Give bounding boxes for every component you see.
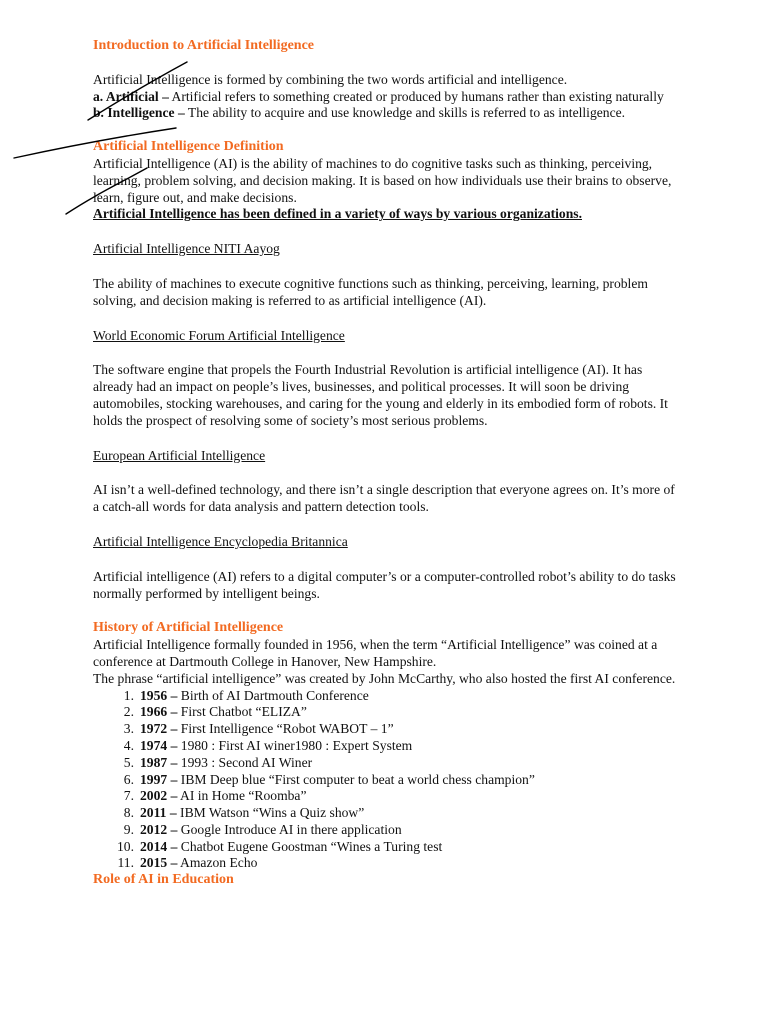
timeline-year: 2011 – (140, 805, 177, 821)
timeline-number: 6. (123, 771, 134, 787)
history-heading: History of Artificial Intelligence (93, 620, 284, 636)
timeline-item (123, 771, 683, 789)
timeline-number: 10. (117, 838, 134, 854)
timeline-text: First Chatbot “ELIZA” (177, 704, 307, 720)
timeline-item (123, 788, 683, 805)
intelligence-text: The ability to acquire and use knowledge and skills is referred to as intelligence. (184, 105, 626, 121)
definition-heading: Artificial Intelligence Definition (93, 139, 284, 155)
timeline-number: 7. (123, 788, 134, 804)
artificial-label: a. Artificial – (93, 88, 169, 104)
timeline-year: 1974 – (140, 737, 178, 753)
intro-artificial (93, 89, 683, 106)
wef-text: The software engine that propels the Fourth Industrial Revolution is artificial intelligence (AI). It has already had an impact on people’s lives, businesses, and political processes. It will soon be driving automobiles, stocking warehouses, and caring for the young and elderly in its embodied form of robots. It holds the prospect of resolving some of society’s most serious problems. (93, 362, 668, 428)
timeline-year: 1956 – (140, 687, 178, 703)
timeline-text: IBM Deep blue “First computer to beat a world chess champion” (177, 771, 535, 787)
timeline-item (123, 754, 683, 772)
britannica-text: Artificial intelligence (AI) refers to a digital computer’s or a computer-controlled robot’s ability to do tasks normally performed by intelligent beings. (93, 568, 676, 601)
niti-heading: Artificial Intelligence NITI Aayog (93, 241, 280, 257)
european-heading: European Artificial Intelligence (93, 447, 266, 463)
timeline-number: 1. (123, 687, 134, 703)
timeline-text: Birth of AI Dartmouth Conference (177, 687, 369, 703)
timeline-item (123, 721, 683, 738)
european-text: AI isn’t a well-defined technology, and there isn’t a single description that everyone agrees on. It’s more of a catch-all words for data analysis and pattern detection tools. (93, 482, 675, 515)
timeline-item (123, 687, 683, 705)
definition-text: Artificial Intelligence (AI) is the ability of machines to do cognitive tasks such as thinking, perceiving, learning, problem solving, and decision making. It is based on how individuals use their brains to observe, learn, figure out, and make decisions. (93, 155, 672, 205)
timeline-number: 5. (123, 754, 134, 770)
timeline-item (123, 805, 683, 822)
timeline-text: First Intelligence “Robot WABOT – 1” (177, 721, 394, 737)
timeline-item (123, 821, 683, 839)
timeline-year: 2014 – (140, 838, 178, 854)
timeline-number: 11. (117, 855, 134, 871)
timeline-number: 8. (123, 805, 134, 821)
timeline-year: 1966 – (140, 704, 178, 720)
intro-line: Artificial Intelligence is formed by combining the two words artificial and intelligence. (93, 71, 568, 87)
timeline-item (117, 855, 683, 872)
niti-text: The ability of machines to execute cognitive functions such as thinking, perceiving, learning, problem solving, and decision making is referred to as artificial intelligence (AI). (93, 275, 648, 308)
timeline-year: 2002 – (140, 788, 178, 804)
timeline-item (117, 838, 683, 856)
timeline-year: 2015 – (140, 855, 178, 871)
timeline-text: 1980 : First AI winer1980 : Expert System (177, 737, 413, 753)
timeline-text: IBM Watson “Wins a Quiz show” (176, 805, 365, 821)
timeline-text: Chatbot Eugene Goostman “Wines a Turing test (177, 838, 443, 854)
timeline-text: 1993 : Second AI Winer (177, 754, 313, 770)
timeline-text: AI in Home “Roomba” (177, 788, 307, 804)
timeline-item (123, 704, 683, 721)
intelligence-label: b. Intelligence – (93, 105, 185, 121)
wef-heading: World Economic Forum Artificial Intelligence (93, 327, 345, 343)
timeline-number: 4. (123, 737, 134, 753)
history-text-2: The phrase “artificial intelligence” was created by John McCarthy, who also hosted the first AI conference. (93, 670, 676, 686)
timeline-number: 3. (123, 721, 134, 737)
history-text-1: Artificial Intelligence formally founded in 1956, when the term “Artificial Intelligence” was coined at a conference at Dartmouth College in Hanover, New Hampshire. (93, 637, 658, 669)
timeline-year: 1987 – (140, 754, 178, 770)
timeline-year: 1997 – (140, 771, 178, 787)
timeline-text: Amazon Echo (177, 855, 258, 871)
timeline-year: 1972 – (140, 721, 178, 737)
role-heading: Role of AI in Education (93, 872, 234, 888)
timeline-text: Google Introduce AI in there application (177, 821, 402, 837)
timeline-number: 9. (123, 821, 134, 837)
document-content (93, 38, 683, 889)
history-timeline (93, 688, 683, 873)
intro-intelligence (93, 105, 683, 122)
intro-heading: Introduction to Artificial Intelligence (93, 38, 314, 53)
britannica-heading: Artificial Intelligence Encyclopedia Britannica (93, 533, 348, 549)
timeline-number: 2. (123, 704, 134, 720)
definition-emphasis: Artificial Intelligence has been defined in a variety of ways by various organizations. (93, 206, 582, 222)
timeline-year: 2012 – (140, 821, 178, 837)
artificial-text: Artificial refers to something created or produced by humans rather than existing naturally (168, 88, 664, 104)
timeline-item (123, 737, 683, 755)
